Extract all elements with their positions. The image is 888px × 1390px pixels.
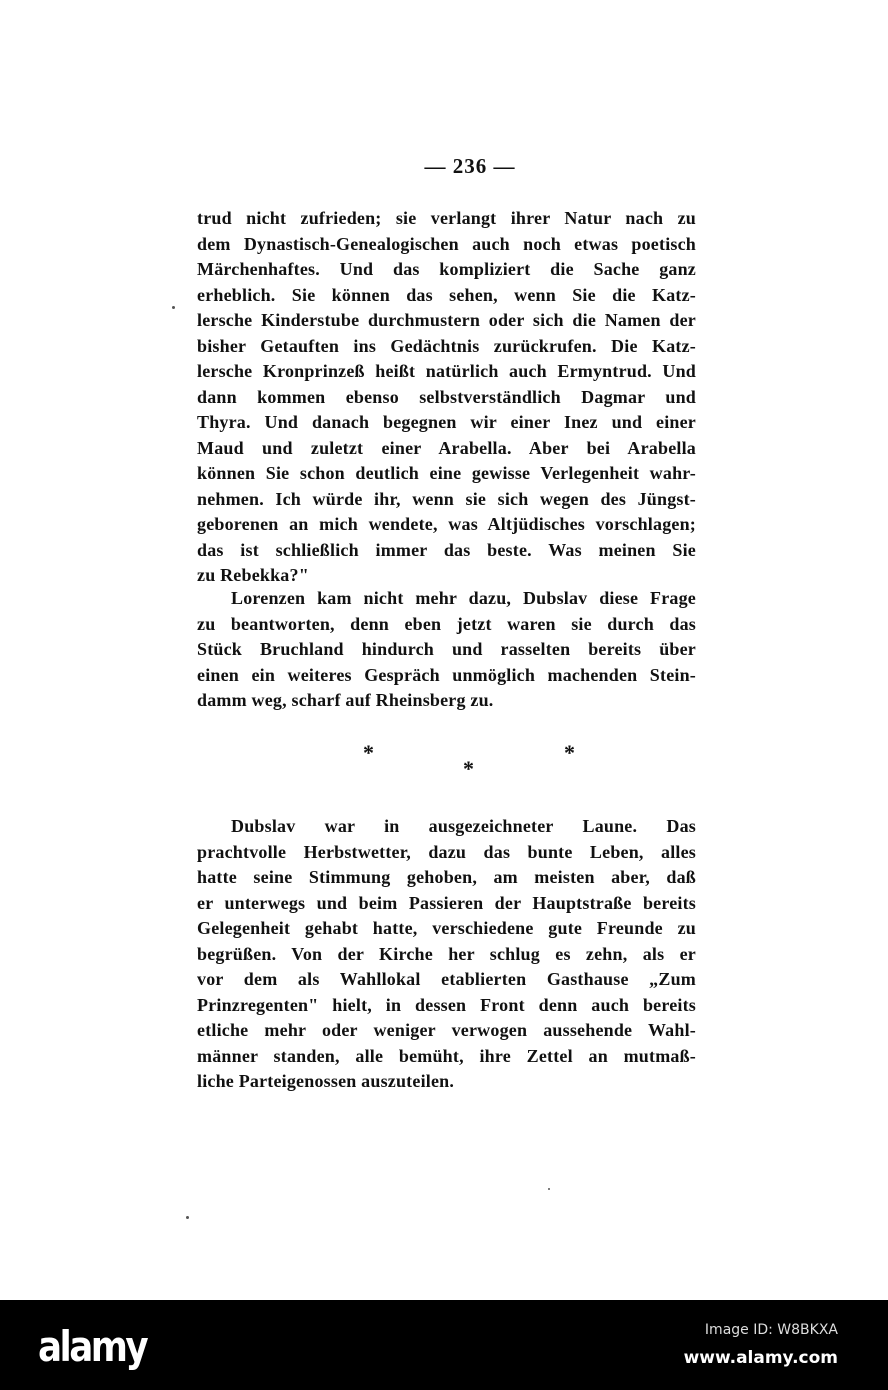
text-line: liche Parteigenossen auszuteilen. [197, 1071, 455, 1091]
text-line: können Sie schon deutlich eine gewisse Verlegenheit wahr- [197, 463, 696, 483]
paragraph-3 [197, 814, 696, 1095]
image-id: Image ID: W8BKXA [704, 1322, 838, 1338]
site-url: www.alamy.com [683, 1348, 838, 1368]
text-line: er unterwegs und beim Passieren der Hauptstraße bereits [197, 892, 696, 913]
text-line: Thyra. Und danach begegnen wir einer Inez und einer [197, 412, 696, 432]
text-line: geborenen an mich wendete, was Altjüdisches vorschlagen; [197, 514, 696, 534]
text-line: Gelegenheit gehabt hatte, verschiedene gute Freunde zu [197, 918, 696, 938]
text-line: Dubslav war in ausgezeichneter Laune. Das [231, 816, 696, 836]
text-line: vor dem als Wahllokal etablierten Gasthause „Zum [197, 969, 696, 989]
text-line: Märchenhaftes. Und das kompliziert die Sache ganz [197, 259, 696, 279]
text-line: bisher Getauften ins Gedächtnis zurückrufen. Die Katz- [197, 335, 696, 356]
text-line: Stück Bruchland hindurch und rasselten bereits über [197, 639, 696, 659]
watermark-bar [0, 1300, 888, 1390]
text-line: lersche Kronprinzeß heißt natürlich auch Ermyntrud. Und [197, 361, 696, 381]
text-line: männer standen, alle bemüht, ihre Zettel an mutmaß- [197, 1045, 696, 1066]
text-line: etliche mehr oder weniger verwogen aussehende Wahl- [197, 1020, 696, 1040]
scan-speck [186, 1216, 189, 1219]
text-line: prachtvolle Herbstwetter, dazu das bunte Leben, alles [197, 841, 696, 862]
text-line: hatte seine Stimmung gehoben, am meisten aber, daß [197, 867, 696, 887]
section-break-asterisk: * [564, 740, 575, 765]
paragraph-2 [197, 586, 696, 714]
text-line: erheblich. Sie können das sehen, wenn Sie die Katz- [197, 284, 696, 305]
page-number: — 236 — [424, 154, 516, 178]
paragraph-1 [197, 206, 696, 589]
scan-speck [548, 1188, 550, 1190]
section-break-asterisk: * [463, 756, 474, 781]
alamy-logo: alamy [38, 1322, 147, 1371]
text-line: lersche Kinderstube durchmustern oder sich die Namen der [197, 310, 696, 330]
text-line: einen ein weiteres Gespräch unmöglich machenden Stein- [197, 664, 696, 685]
section-break-asterisk: * [363, 740, 374, 765]
text-line: Lorenzen kam nicht mehr dazu, Dubslav diese Frage [231, 588, 696, 608]
text-line: Prinzregenten" hielt, in dessen Front denn auch bereits [197, 994, 696, 1015]
text-line: dem Dynastisch-Genealogischen auch noch etwas poetisch [197, 233, 696, 254]
text-line: dann kommen ebenso selbstverständlich Dagmar und [197, 386, 696, 407]
text-line: begrüßen. Von der Kirche her schlug es zehn, als er [197, 943, 696, 964]
scan-speck [172, 306, 175, 309]
text-line: zu beantworten, denn eben jetzt waren sie durch das [197, 613, 696, 634]
text-line: zu Rebekka?" [197, 565, 309, 585]
text-line: damm weg, scharf auf Rheinsberg zu. [197, 690, 494, 710]
text-line: nehmen. Ich würde ihr, wenn sie sich wegen des Jüngst- [197, 488, 696, 509]
text-line: trud nicht zufrieden; sie verlangt ihrer Natur nach zu [197, 208, 696, 228]
text-line: Maud und zuletzt einer Arabella. Aber bei Arabella [197, 437, 696, 458]
text-line: das ist schließlich immer das beste. Was meinen Sie [197, 539, 696, 560]
